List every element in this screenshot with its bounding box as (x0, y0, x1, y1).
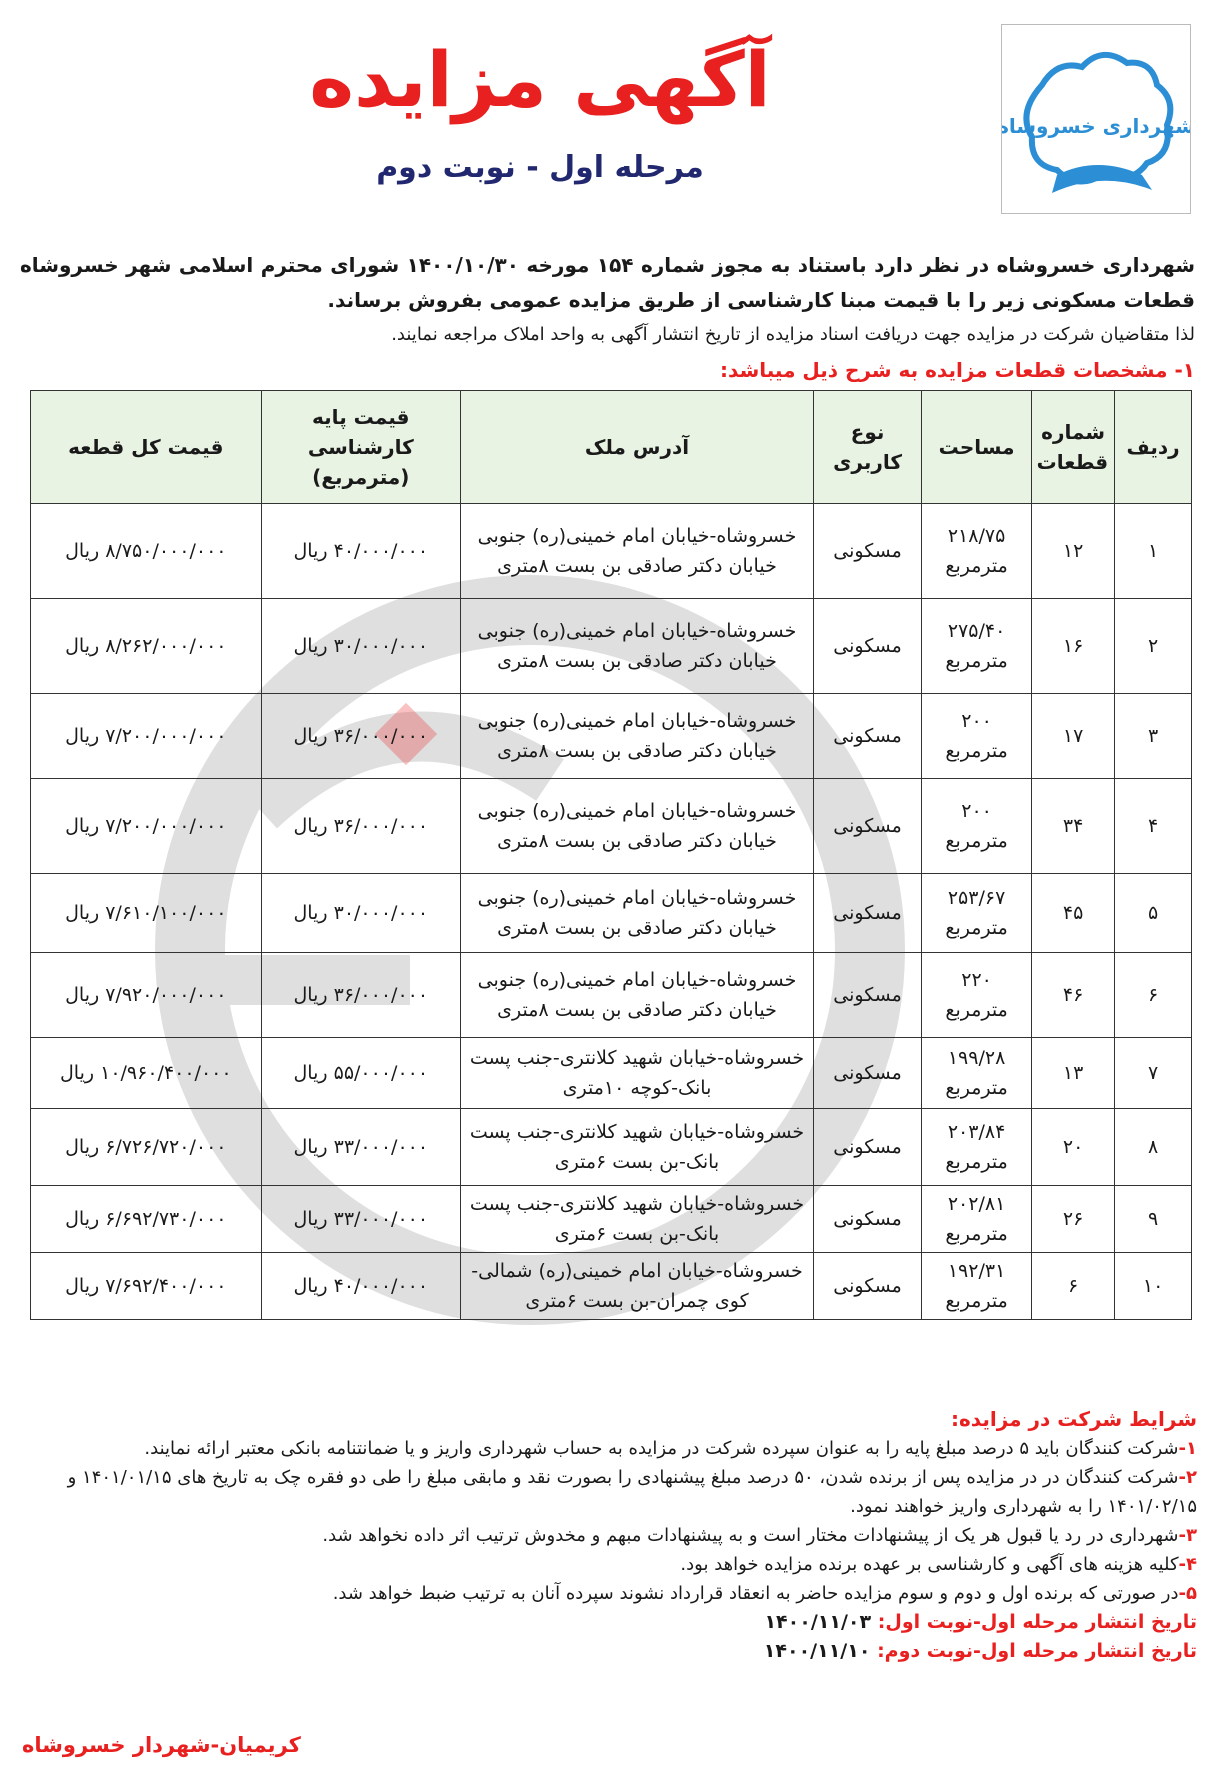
cell-use: مسکونی (814, 953, 922, 1038)
mayor-signature: کریمیان-شهردار خسروشاه (22, 1733, 301, 1757)
cell-unit-price: ۳۳/۰۰۰/۰۰۰ ریال (261, 1186, 460, 1253)
publish-date-2-label: تاریخ انتشار مرحله اول-نوبت دوم: (877, 1640, 1197, 1662)
cell-area: ۲۲۰ مترمربع (922, 953, 1032, 1038)
table-row (31, 779, 1192, 874)
header-total-price: قیمت کل قطعه (31, 391, 262, 504)
table-row (31, 874, 1192, 953)
condition-number: ۴- (1178, 1554, 1197, 1575)
cell-address: خسروشاه-خیابان امام خمینی(ره) جنوبی خیابان دکتر صادقی بن بست ۸متری (460, 599, 813, 694)
cell-total: ۸/۷۵۰/۰۰۰/۰۰۰ ریال (31, 504, 262, 599)
cell-use: مسکونی (814, 694, 922, 779)
condition-number: ۵- (1178, 1583, 1197, 1604)
cell-use: مسکونی (814, 1186, 922, 1253)
header-area: مساحت (922, 391, 1032, 504)
cell-lot: ۶ (1032, 1253, 1115, 1320)
cell-unit-price: ۳۰/۰۰۰/۰۰۰ ریال (261, 874, 460, 953)
cell-address: خسروشاه-خیابان امام خمینی(ره) شمالی-کوی چمران-بن بست ۶متری (460, 1253, 813, 1320)
cell-lot: ۱۳ (1032, 1038, 1115, 1109)
cell-use: مسکونی (814, 874, 922, 953)
cell-row: ۷ (1115, 1038, 1192, 1109)
publish-date-2 (17, 1637, 1197, 1666)
cell-unit-price: ۴۰/۰۰۰/۰۰۰ ریال (261, 504, 460, 599)
cell-area: ۱۹۹/۲۸ مترمربع (922, 1038, 1032, 1109)
cell-total: ۷/۲۰۰/۰۰۰/۰۰۰ ریال (31, 779, 262, 874)
cell-use: مسکونی (814, 1038, 922, 1109)
cell-address: خسروشاه-خیابان شهید کلانتری-جنب پست بانک-کوچه ۱۰متری (460, 1038, 813, 1109)
publish-date-1-label: تاریخ انتشار مرحله اول-نوبت اول: (877, 1611, 1197, 1633)
notice-title: آگهی مزایده (309, 35, 771, 124)
table-header-row (31, 391, 1192, 504)
cell-address: خسروشاه-خیابان امام خمینی(ره) جنوبی خیابان دکتر صادقی بن بست ۸متری (460, 874, 813, 953)
cell-total: ۷/۹۲۰/۰۰۰/۰۰۰ ریال (31, 953, 262, 1038)
cell-lot: ۱۷ (1032, 694, 1115, 779)
publish-date-2-value: ۱۴۰۰/۱۱/۱۰ (763, 1640, 871, 1662)
header-lot-number: شماره قطعات (1032, 391, 1115, 504)
table-row (31, 953, 1192, 1038)
cell-total: ۱۰/۹۶۰/۴۰۰/۰۰۰ ریال (31, 1038, 262, 1109)
header-unit-price: قیمت پایه کارشناسی (مترمربع) (261, 391, 460, 504)
cell-area: ۲۰۳/۸۴ مترمربع (922, 1109, 1032, 1186)
condition-item (17, 1579, 1197, 1608)
cell-row: ۹ (1115, 1186, 1192, 1253)
cell-unit-price: ۳۳/۰۰۰/۰۰۰ ریال (261, 1109, 460, 1186)
cell-area: ۲۵۳/۶۷ مترمربع (922, 874, 1032, 953)
cell-address: خسروشاه-خیابان امام خمینی(ره) جنوبی خیابان دکتر صادقی بن بست ۸متری (460, 694, 813, 779)
cell-address: خسروشاه-خیابان امام خمینی(ره) جنوبی خیابان دکتر صادقی بن بست ۸متری (460, 953, 813, 1038)
table-row (31, 1109, 1192, 1186)
condition-text: شهرداری در رد یا قبول هر یک از پیشنهادات مختار است و به پیشنهادات مبهم و مخدوش ترتیب اثر داده نخواهد شد. (322, 1525, 1179, 1546)
header-address: آدرس ملک (460, 391, 813, 504)
cell-area: ۲۷۵/۴۰ مترمربع (922, 599, 1032, 694)
cell-address: خسروشاه-خیابان امام خمینی(ره) جنوبی خیابان دکتر صادقی بن بست ۸متری (460, 779, 813, 874)
cell-lot: ۱۶ (1032, 599, 1115, 694)
cell-unit-price: ۳۶/۰۰۰/۰۰۰ ریال (261, 694, 460, 779)
header-use: نوع کاربری (814, 391, 922, 504)
table-row (31, 1253, 1192, 1320)
condition-text: کلیه هزینه های آگهی و کارشناسی بر عهده برنده مزایده خواهد بود. (680, 1554, 1179, 1575)
cell-row: ۴ (1115, 779, 1192, 874)
cell-address: خسروشاه-خیابان شهید کلانتری-جنب پست بانک-بن بست ۶متری (460, 1186, 813, 1253)
cell-area: ۱۹۲/۳۱ مترمربع (922, 1253, 1032, 1320)
cell-lot: ۲۶ (1032, 1186, 1115, 1253)
cell-unit-price: ۵۵/۰۰۰/۰۰۰ ریال (261, 1038, 460, 1109)
condition-number: ۳- (1178, 1525, 1197, 1546)
intro-paragraph: شهرداری خسروشاه در نظر دارد باستناد به مجوز شماره ۱۵۴ مورخه ۱۴۰۰/۱۰/۳۰ شورای محترم اسلامی شهر خسروشاه قطعات مسکونی زیر را با قیمت مبنا کارشناسی از طریق مزایده عمومی بفروش برساند. (20, 253, 1196, 312)
lots-table (30, 390, 1192, 1320)
cell-total: ۶/۷۲۶/۷۲۰/۰۰۰ ریال (31, 1109, 262, 1186)
cell-lot: ۴۶ (1032, 953, 1115, 1038)
section-title-lots: ۱- مشخصات قطعات مزایده به شرح ذیل میباشد: (720, 358, 1195, 382)
cell-total: ۷/۶۱۰/۱۰۰/۰۰۰ ریال (31, 874, 262, 953)
table-row (31, 1186, 1192, 1253)
condition-text: شرکت کنندگان در در مزایده پس از برنده شدن، ۵۰ درصد مبلغ پیشنهادی را بصورت نقد و مابقی مبلغ را طی دو فقره چک به تاریخ های ۱۴۰۱/۰۱/۱۵ و ۱۴۰۱/۰۲/۱۵ را به شهرداری واریز خواهند نمود. (67, 1467, 1197, 1517)
condition-number: ۲- (1178, 1467, 1197, 1488)
cell-total: ۶/۶۹۲/۷۳۰/۰۰۰ ریال (31, 1186, 262, 1253)
cell-lot: ۲۰ (1032, 1109, 1115, 1186)
intro-instruction: لذا متقاضیان شرکت در مزایده جهت دریافت اسناد مزایده از تاریخ انتشار آگهی به واحد املاک مراجعه نمایند. (391, 324, 1195, 345)
cell-row: ۳ (1115, 694, 1192, 779)
table-row (31, 504, 1192, 599)
cell-area: ۲۱۸/۷۵ مترمربع (922, 504, 1032, 599)
conditions-title: شرایط شرکت در مزایده: (950, 1407, 1197, 1431)
cell-use: مسکونی (814, 1109, 922, 1186)
cell-use: مسکونی (814, 599, 922, 694)
cell-area: ۲۰۲/۸۱ مترمربع (922, 1186, 1032, 1253)
cell-total: ۸/۲۶۲/۰۰۰/۰۰۰ ریال (31, 599, 262, 694)
condition-item (17, 1463, 1197, 1521)
cell-unit-price: ۳۰/۰۰۰/۰۰۰ ریال (261, 599, 460, 694)
cell-area: ۲۰۰ مترمربع (922, 779, 1032, 874)
cell-row: ۲ (1115, 599, 1192, 694)
table-row (31, 599, 1192, 694)
condition-item (17, 1550, 1197, 1579)
cell-row: ۶ (1115, 953, 1192, 1038)
svg-text:شهرداری خسروشاه: شهرداری خسروشاه (1002, 114, 1190, 138)
cell-row: ۱ (1115, 504, 1192, 599)
condition-text: در صورتی که برنده اول و دوم و سوم مزایده حاضر به انعقاد قرارداد نشوند سپرده آنان به ترتیب ضبط خواهد شد. (332, 1583, 1179, 1604)
publish-date-1-value: ۱۴۰۰/۱۱/۰۳ (764, 1611, 872, 1633)
notice-subtitle: مرحله اول - نوبت دوم (376, 150, 704, 185)
cell-row: ۸ (1115, 1109, 1192, 1186)
table-row (31, 1038, 1192, 1109)
cell-unit-price: ۴۰/۰۰۰/۰۰۰ ریال (261, 1253, 460, 1320)
header-row-number: ردیف (1115, 391, 1192, 504)
municipality-logo (1001, 24, 1191, 214)
cell-area: ۲۰۰ مترمربع (922, 694, 1032, 779)
cell-lot: ۱۲ (1032, 504, 1115, 599)
cell-address: خسروشاه-خیابان شهید کلانتری-جنب پست بانک-بن بست ۶متری (460, 1109, 813, 1186)
cell-use: مسکونی (814, 779, 922, 874)
logo-emblem-icon (1002, 25, 1190, 213)
cell-unit-price: ۳۶/۰۰۰/۰۰۰ ریال (261, 779, 460, 874)
cell-row: ۱۰ (1115, 1253, 1192, 1320)
cell-address: خسروشاه-خیابان امام خمینی(ره) جنوبی خیابان دکتر صادقی بن بست ۸متری (460, 504, 813, 599)
cell-total: ۷/۲۰۰/۰۰۰/۰۰۰ ریال (31, 694, 262, 779)
table-row (31, 694, 1192, 779)
publish-date-1 (17, 1608, 1197, 1637)
cell-lot: ۴۵ (1032, 874, 1115, 953)
condition-text: شرکت کنندگان باید ۵ درصد مبلغ پایه را به عنوان سپرده شرکت در مزایده به حساب شهرداری واریز و یا ضمانتنامه بانکی معتبر ارائه نمایند. (144, 1438, 1179, 1459)
cell-row: ۵ (1115, 874, 1192, 953)
cell-unit-price: ۳۶/۰۰۰/۰۰۰ ریال (261, 953, 460, 1038)
cell-lot: ۳۴ (1032, 779, 1115, 874)
condition-item (17, 1521, 1197, 1550)
cell-use: مسکونی (814, 1253, 922, 1320)
auction-conditions (17, 1405, 1197, 1666)
condition-number: ۱- (1178, 1438, 1197, 1459)
cell-total: ۷/۶۹۲/۴۰۰/۰۰۰ ریال (31, 1253, 262, 1320)
condition-item (17, 1434, 1197, 1463)
cell-use: مسکونی (814, 504, 922, 599)
